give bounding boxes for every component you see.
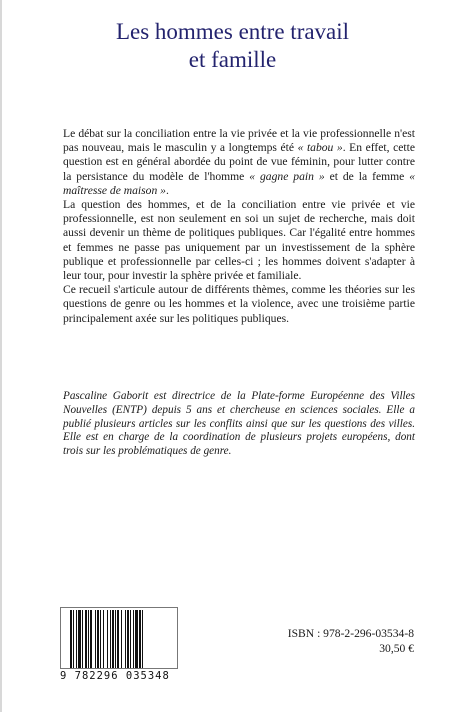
barcode-digits: 9 782296 035348 [60, 670, 170, 682]
blurb-p1-text-d: . [165, 183, 169, 197]
blurb-paragraph-1 [63, 127, 415, 198]
price: 30,50 € [379, 642, 414, 655]
author-bio-text: Pascaline Gaborit est directrice de la Plate-forme Européenne des Villes Nouvelles (ENTP) depuis 5 ans et chercheuse en sciences sociales. Elle a publié plusieurs articles sur les conflits ainsi que sur les questions des villes. Elle est en charge de la coordination de plusieurs projets européens, dont trois sur les problématiques de genre. [63, 390, 415, 458]
isbn: ISBN : 978-2-296-03534-8 [287, 627, 414, 640]
blurb-p1-text-a: Le débat sur la conciliation entre la vie privée et la vie professionnelle n'est pas nouveau, mais le masculin y a longtemps été [63, 127, 415, 155]
book-title [2, 18, 461, 74]
barcode-bars [60, 607, 178, 669]
author-bio [63, 390, 415, 459]
blurb-paragraph-3: Ce recueil s'articule autour de différents thèmes, comme les théories sur les questions de genre ou les hommes et la violence, avec une troisième partie principalement axée sur les politiques publiques. [63, 283, 415, 325]
book-title-line-2: et famille [188, 47, 277, 72]
blurb-paragraph-2: La question des hommes, et de la conciliation entre vie privée et vie professionnelle, est non seulement en soi un sujet de recherche, mais doit aussi devenir un thème de politiques publiques. Car l'égalité entre hommes et femmes ne passe pas uniquement par un investissement de la sphère publique et professionnelle par celles-ci ; les hommes doivent s'adapter à leur tour, pour investir la sphère privée et familiale. [63, 198, 415, 283]
blurb-p1-maitresse-de-maison: « maîtresse de maison » [63, 169, 416, 197]
barcode-bar [143, 610, 145, 668]
blurb [63, 127, 415, 326]
blurb-p1-text-c: et de la femme [324, 169, 410, 183]
blurb-p1-gagne-pain: « gagne pain » [249, 169, 325, 183]
blurb-p1-text-b: . En effet, cette question est en général abordée du point de vue féminin, pour lutter contre la persistance du modèle de l'homme [63, 141, 415, 183]
blurb-p1-tabou: « tabou » [297, 141, 343, 155]
book-title-line-1: Les hommes entre travail [115, 19, 350, 44]
barcode [60, 607, 178, 685]
